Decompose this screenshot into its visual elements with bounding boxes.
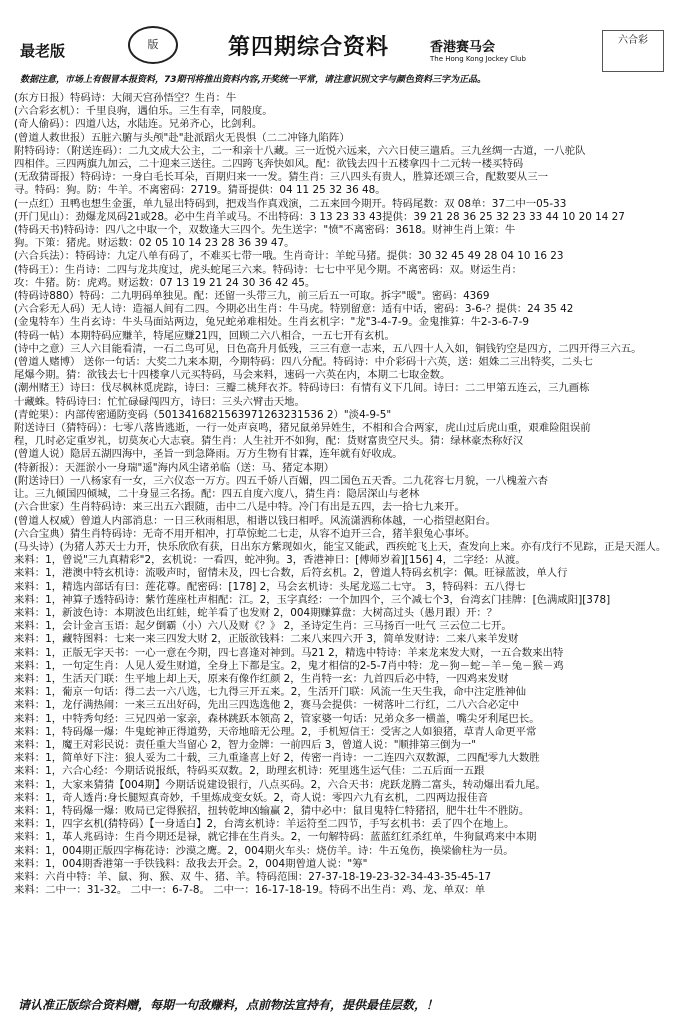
notice-text: 数据注意，市场上有假冒本报资料，73期刊将推出资料内容,开奖统一平常，请注意识别文字与颜色资料三字为正品。 <box>20 75 486 85</box>
document-line: (六合世家）生肖特码诗：来三出五六跟随，击中二八是中特。冷门有出是五四，去一拾七九来开。 <box>14 501 465 514</box>
document-line: (曾道人赌博） 送你一句话：大奖二九来本期，今期特码：四八分配。特码诗：中介彩码十六英，送：姐姝二三出特奖，二头七 <box>14 356 593 369</box>
document-line: 来料：1，神算子透特码诗：紫竹莲座杜声相配：江。2，玉字真经：一个加四个，三个减七个3，台湾玄门挂牌：[色满咸阳][378] <box>14 593 611 606</box>
document-line: 来料：1，特码爆一爆：败局已定得猴招，扭转乾坤凶输赢 2，猜中必中：鼠目鬼特仁特猪招，肥牛壮牛不胜防。 <box>14 804 530 817</box>
document-line: 来料：二中一：31-32。 二中一：6-7-8。 二中一：16-17-18-19。特码不出生肖：鸡、龙、单双：单 <box>14 884 486 897</box>
document-line: 四相伴。三四两旗九加云，二十迎来三送往。二四跨飞奔快如风。配：欲钱去四十五楼拿四十二元转一楼买特码 <box>14 158 524 171</box>
document-body <box>14 92 674 964</box>
document-line: 来料：1，大家来猜猜【004期】今期话说建设银行，八点买码。2，六合天书：虎跃龙腾二富头，转动爆出看九尾。 <box>14 778 546 791</box>
document-line: 附送诗曰（猜特码）：七零八落皆逃逝，一行一处声哀鸣，猪兄鼠弟异姓生，不相和合合两家，虎山过后虎山重，艰难险阻误前 <box>14 422 591 435</box>
document-line: (曾道人说）隐居五湖四海中，圣旨一到急降雨。万方生物有甘霖，连年就有好收成。 <box>14 448 403 461</box>
document-line: 来料：1，龙仔满热闹：一来三五出好码，先出三四选选他 2，赛马会提供：一树落叶二行红，二八六合必定中 <box>14 699 519 712</box>
document-line: (潮州赌王）诗曰：伐尽枫林觅虎踪，诗曰：三瓣二桃拜衣芥。特码诗曰：有情有义下几间。诗曰：二二甲第五连云，三九画栋 <box>14 382 590 395</box>
document-line: 尾爆今期。猜：欲钱去七十四楼拿八元买特码，马会来料，速码一六英在内，本期二七取金数。 <box>14 369 451 382</box>
hkjc-logo <box>430 36 526 63</box>
document-line: 来料：1，革人兆码诗：生肖今期还是禄，就它排在生肖头。2，一句解特码：蓝蓝红红杀红单，牛狗鼠鸡来中本期 <box>14 831 537 844</box>
document-line: 来料：1，中特秀句经：三兄四弟一家亲，森林跳跃本领高 2，管家婆一句话：兄弟众多一横盖，嘴尖牙利尾巴长。 <box>14 712 540 725</box>
document-line: 来料：1，魔王对彩民说：责任重大当留心 2，智力金牌：一前四后 3，曾道人说："顺排第三倒为一" <box>14 738 477 751</box>
document-line: 来料：1，六合心经：今期话说报纸，特码买双数。2，助理玄机诗：死里逃生运气佳：二五后面一五跟 <box>14 765 485 778</box>
brand-label: 最老版 <box>20 42 66 60</box>
document-line: (六合彩玄机）：千里良驹，遇伯乐。三生有幸，同般度。 <box>14 105 273 118</box>
document-line: (特新报）：天涯淤小一身瑞"遥"海内风尘诸弟临（送：马、猪定本期） <box>14 461 335 474</box>
document-line: 十藏蛛。特码诗曰：忙忙碌碌闯四方，诗曰：三头六臂击天地。 <box>14 395 305 408</box>
document-line: (无敌猜哥报）特码诗：一身白毛长耳朵，百期归来一一发。猜生肖：三八四头有贵人，胜算还颂三合，配数要从三一 <box>14 171 548 184</box>
document-line: 来料：1，特码爆一爆：牛鬼蛇神正得道势，天帝地暗无公理。2，手机短信王：受害之人如狼猪，草青人命更平常 <box>14 725 537 738</box>
document-line: 附特码诗：（附送连码）：二九文成大公主，二一和亲十八藏。三一近悦六远来，六六日使三遣盾。三九丝绸一古道，一八驼队 <box>14 144 586 157</box>
page-title: 第四期综合资料 <box>228 35 390 60</box>
document-line: 来料：1，新波色诗：本期波色出红蛙，蛇羊看了也发财 2，004期赚算盘：大树高过头（愚月跟）开：？ <box>14 606 498 619</box>
document-line: (马头诗）(为猪人苏天士力开，快乐欣欣有获，日出东方紫现如火，能宝又能武，西疾蛇飞上天，查发向上来。亦有戊行不见踪，正是天涯人。 <box>14 540 667 553</box>
document-line: 程，几时必定重岁礼，切莫灰心大志衰。猜生肖：人生社开不如狗，配：货财富贵空尺头。猜：绿林豪杰称好汉 <box>14 435 524 448</box>
document-line: (奇人偷码）：四道八达，水陆连。兄弟齐心，比剑利。 <box>14 118 263 131</box>
document-line: 来料：六肖中特：羊、鼠、狗、猴、双 牛、猪、羊。特码范围：27-37-18-19-23-32-34-43-35-45-17 <box>14 870 492 883</box>
document-line: (一点红）丑鸭也想生金蛋，单九显出特码到，把戏当作真戏演，二五来回今期开。特码尾数：双 08单：37二中一05-33 <box>14 197 567 210</box>
document-line: 来料：1，藏特图料：七来一来三四发大财 2，正版欲钱料：二来八来四六开 3，简单发财诗：二来八来羊发财 <box>14 633 519 646</box>
header <box>0 0 682 85</box>
document-line: 来料：1，正版无字天书：一心一意在今期，四七喜逢对神到。马21 2，精选中特诗：羊来龙来发大财，一五合数来出特 <box>14 646 564 659</box>
document-line: 来料：1，精选内部话有曰：莲花尊。配密码：[178] 2，马会玄机诗：头尾龙巡二七守。 3，特码料：五八得七 <box>14 580 526 593</box>
document-line: (东方日报）特码诗：大闹天宫孙悟空？生肖：牛 <box>14 92 237 104</box>
hkjc-name: 香港赛马会 <box>430 40 496 55</box>
document-line: (金鬼特车）生肖玄诗：牛头马面站两边，兔兄蛇弟难相处。生肖玄机字："龙"3-4-7-9。金鬼推算：牛2-3-6-7-9 <box>14 316 529 329</box>
document-line: (曾道人救世报）五脏六腑与头颅"赴"赴派蹈火无畏惧（二二冲锋九陷阵） <box>14 131 350 144</box>
document-line: 来料：1，港澳中特玄机诗：流吸声时，留情未及，四七合数，后符玄机。2，曾道人特码玄机字：佩。旺禄蓝波，单人行 <box>14 567 568 580</box>
document-line: 让。三九倾国四倾城，二十身显三名扬。配：四五自度六度八，猜生肖：隐居深山与老林 <box>14 488 420 501</box>
hkjc-subtitle: The Hong Kong Jockey Club <box>430 55 526 63</box>
document-line: 来料：1，生活天门联：生平地上却上天，原来有像作红颜 2，生肖特一玄：九首四后必中特，一四鸡来发财 <box>14 672 509 685</box>
document-line: (青蛇果）：内部传密通防变码（5013416821563971263231536 2）"淡4-9-5" <box>14 408 392 421</box>
footer-text: 请认准正版综合资料赠，每期一句敌赚料，点前物法宣持有，提供最佳层数，！ <box>18 998 439 1012</box>
document-line: 来料：1，奇人透肖:身长腿短真奇妙，千里炼成变女妖。2，奇人说：零四六九有玄机，二四两边报佳音 <box>14 791 488 804</box>
document-line: (附送诗曰）一八杨家有一女，三六仪态一万方。四五千娇八百媚，四二国色五天香。二九花容七月貌，一八槐羞六杏 <box>14 474 548 487</box>
document-line: 来料：1，简单好下注：狼人妥为二十载，三九重逢喜上好 2，传密一肖诗：一二连四六双数源，二四配零九大数胜 <box>14 752 540 765</box>
document-line: (开门见山）：劲爆龙凤码21或28。必中生肖羊或马。不出特码：3 13 23 33 43提供：39 21 28 36 25 32 23 33 44 10 20 14 27 <box>14 210 625 223</box>
document-line: 来料：1，004期正版四字梅花诗：沙漠之鹰。2，004期火车头：烧仿羊。诗：牛五兔伤，换梁偷柱为一员。 <box>14 844 514 857</box>
document-line: 狗。下策：猪虎。财运数：02 05 10 14 23 28 36 39 47。 <box>14 237 295 250</box>
document-line: 攻：牛猪。防：虎鸡。财运数：07 13 19 21 24 30 36 42 45。 <box>14 276 316 289</box>
document-line: (六合宝典）猜生肖特码诗：无奇不用开相冲，打草惊蛇二七走，从容不迫开三合，猪羊狠兔心事坏。 <box>14 527 476 540</box>
document-line: 来料：1，葡京一句话：得二去一六八选，七九得三开五来。2，生活开门联：风流一生天生我，命中注定胜神仙 <box>14 686 526 699</box>
logo-icon: 版 <box>128 26 178 64</box>
stamp-icon: 六合彩 <box>602 30 664 72</box>
document-line: 来料：1，004期香港第一手铁钱料：敌我去开会。2，004期曾道人说："筹" <box>14 857 368 870</box>
document-line: (特码天书)特码诗：四八之中取一个，双数逢大三四个。先生送字："愤"不离密码：3618。财神生肖上策：牛 <box>14 224 516 237</box>
document-line: (六合兵法）：特码诗：九定八单有码了，不难买七带一哦。生肖奇计：羊蛇马猪。提供：30 32 45 49 28 04 10 16 23 <box>14 250 564 263</box>
document-line: (曾道人权威）曾道人内部消息：一日三秋雨相思，相谐以钱曰相呼。风流潇洒称体越，一心指望赵阳台。 <box>14 514 497 527</box>
document-line: (特码诗880）特码：二九明码单独见。配：还留一头带三九，前三后五一可取。拆字"暖"。密码：4369 <box>14 290 490 303</box>
document-line: 来料：1，曾说"三九真精彩"2，玄机说：一看四，蛇冲狗。3，香港神日：[傅师岁着][156] 4，二字经：从渡。 <box>14 554 526 567</box>
document-line: (特码一帖）本期特码应赚羊，特尾应赚21四，回顾二六八相合，一五七开有玄机。 <box>14 329 395 342</box>
document-line: (六合彩无人码）无人诗：造福人间有二四。今期必出生肖：牛马虎。特别留意：适有中话，密码：3-6-？提供：24 35 42 <box>14 303 574 316</box>
document-line: 来料：1，会计金言玉语：起夕倒霸（小）六八及财《？》 2，圣诗定生肖：三马扬百一吐气 三云位二七开。 <box>14 620 512 633</box>
document-line: (诗中之意）三人六目能看清，一石二鸟可见，日色高升月低残，三三有意一志来，五八四十人入如，铜钱钓空是四方，二四开得三六五。 <box>14 342 642 355</box>
document-line: (特码王）：生肖诗：二四与龙共度过，虎头蛇尾三六来。特码诗：七七中平见今期。不离密码：双。财运生肖： <box>14 263 522 276</box>
document-line: 来料：1，一句定生肖：人见人爱生财道，全身上下都是宝。2，鬼才相信的2-5-7肖中特：龙－狗－蛇－羊－兔－猴－鸡 <box>14 659 564 672</box>
document-line: 来料：1，四字玄机(猜特码）【一身适白】2，台湾玄机诗：羊运符至二四节，手写玄机书：丢了四个在地上。 <box>14 818 515 831</box>
document-line: 寻。特码：狗。防：牛羊。不离密码：2719。猜哥提供：04 11 25 32 36 48。 <box>14 184 386 197</box>
